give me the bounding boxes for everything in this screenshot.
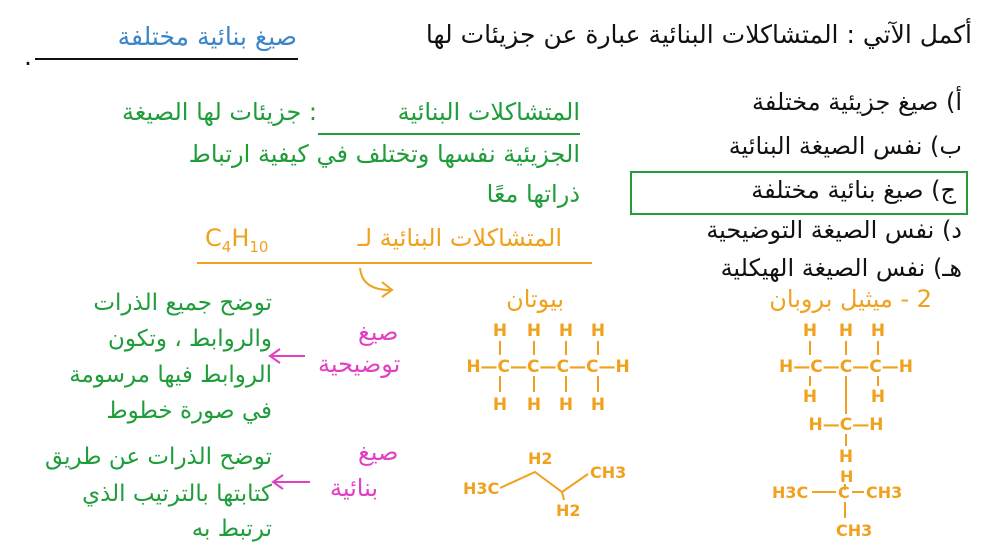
expanded-desc-1: توضح جميع الذرات (93, 290, 272, 316)
butane-h-bottom: H (526, 395, 542, 415)
question-text: أكمل الآتي : المتشاكلات البنائية عبارة عن جزيئات لها (425, 20, 972, 49)
butane-condensed-structure (463, 449, 626, 520)
expanded-desc-2: والروابط ، وتكون (108, 326, 272, 352)
expanded-label-line2: توضيحية (318, 350, 401, 378)
butane-zigzag-bond (500, 472, 588, 492)
condensed-desc-2: كتابتها بالترتيب الذي (82, 481, 272, 507)
condensed-label-line2: بنائية (330, 474, 379, 502)
methylpropane-h-top: H (838, 321, 854, 341)
methylpropane-label: 2 - ميثيل بروبان (769, 285, 932, 313)
methylpropane-right-ch3: CH3 (866, 483, 903, 502)
condensed-desc-1: توضح الذرات عن طريق (44, 444, 272, 470)
methylpropane-h-mid: H (870, 387, 886, 407)
option-a[interactable]: أ) صيغ جزيئية مختلفة (752, 88, 962, 116)
butane-h-bottom: H (590, 395, 606, 415)
methylpropane-center-c: C (838, 483, 850, 502)
question-dot: . (24, 42, 32, 71)
butane-h-top: H (492, 321, 508, 341)
butane-h-bottom: H (492, 395, 508, 415)
condensed-desc-3: ترتبط به (191, 516, 272, 542)
methylpropane-left-ch3: H3C (772, 483, 809, 502)
expanded-desc-4: في صورة خطوط (106, 398, 272, 424)
butane-h-bottom: H (558, 395, 574, 415)
methylpropane-condensed-structure (772, 467, 902, 540)
expanded-desc-3: الروابط فيها مرسومة (69, 362, 272, 388)
methylpropane-top-h: H (840, 467, 854, 486)
butane-h-top: H (526, 321, 542, 341)
butane-h-top: H (590, 321, 606, 341)
option-e[interactable]: هـ) نفس الصيغة الهيكلية (720, 254, 962, 282)
methylpropane-chain: H—C—C—C—H (779, 357, 913, 377)
molecular-formula: $C_4H_{10}$ (205, 224, 269, 256)
butane-label: بيوتان (506, 285, 564, 313)
methylpropane-h-mid: H (802, 387, 818, 407)
methylpropane-branch-h: H (838, 447, 854, 467)
expanded-label-line1: صيغ (358, 318, 399, 346)
butane-chain: H—C—C—C—C—H (466, 357, 630, 377)
answer-text: صيغ بنائية مختلفة (117, 22, 297, 51)
option-b[interactable]: ب) نفس الصيغة البنائية (728, 132, 962, 160)
isomers-heading: المتشاكلات البنائية لـ (357, 224, 562, 252)
methylpropane-h-top: H (802, 321, 818, 341)
butane-expanded-structure (466, 321, 629, 415)
option-d[interactable]: د) نفس الصيغة التوضيحية (706, 216, 962, 244)
methylpropane-h-top: H (870, 321, 886, 341)
butane-bottom-bond (562, 492, 564, 500)
butane-ch2-bottom: H2 (556, 501, 581, 520)
butane-right-ch3: CH3 (590, 463, 627, 482)
definition-line3: ذراتها معًا (486, 180, 580, 208)
methylpropane-bottom-ch3: CH3 (836, 521, 873, 540)
methylpropane-branch: H—C—H (808, 415, 884, 435)
curved-arrow-icon (360, 268, 390, 290)
definition-line2: الجزيئية نفسها وتختلف في كيفية ارتباط (188, 140, 580, 168)
butane-h-top: H (558, 321, 574, 341)
definition-term: المتشاكلات البنائية (397, 98, 580, 126)
condensed-label-line1: صيغ (358, 438, 399, 466)
butane-left-ch3: H3C (463, 479, 500, 498)
option-c[interactable]: ج) صيغ بنائية مختلفة (751, 176, 956, 204)
definition-line1: : جزيئات لها الصيغة (121, 98, 317, 126)
butane-ch2-top: H2 (528, 449, 553, 468)
